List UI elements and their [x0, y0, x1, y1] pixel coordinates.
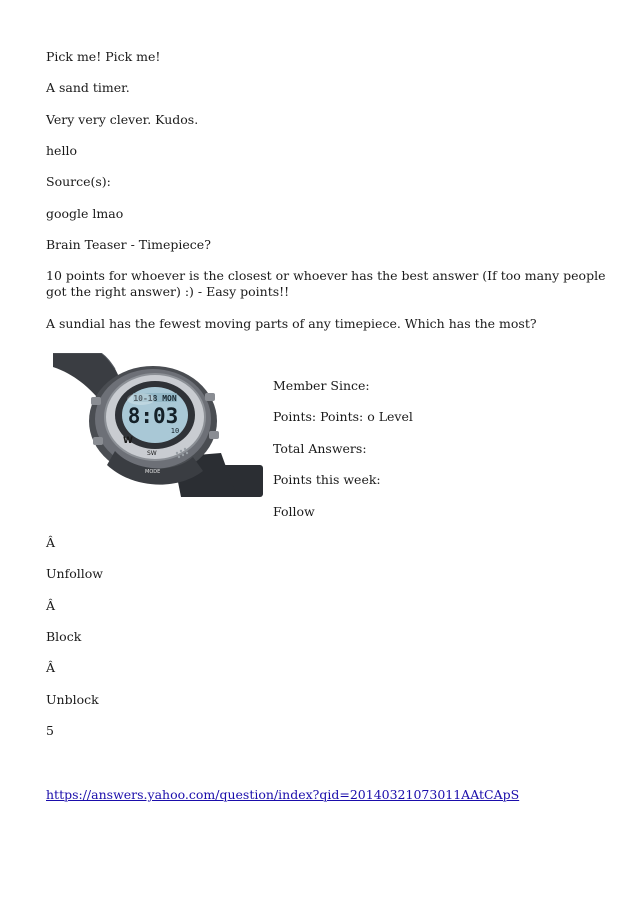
total-answers-label: Total Answers: [273, 441, 367, 456]
answer-text: Very very clever. Kudos. [46, 112, 199, 127]
lcd-sub-text: 10 [170, 427, 180, 435]
answer-text: A sand timer. [46, 80, 130, 95]
mode-label-text: MODE [145, 469, 161, 475]
unblock-button[interactable]: Unblock [46, 692, 99, 707]
source-link[interactable]: https://answers.yahoo.com/question/index?qid=20140321073011AAtCApS [46, 787, 520, 802]
follow-button[interactable]: Follow [273, 504, 315, 519]
source-text: google lmao [46, 206, 124, 221]
lcd-time-text: 8:03 [127, 404, 179, 428]
points-label: Points: Points: o Level [273, 409, 413, 424]
unfollow-button[interactable]: Unfollow [46, 566, 103, 581]
answer-count: 5 [46, 723, 54, 738]
question-body: 10 points for whoever is the closest or whoever has the best answer (If too many people got the right answer) :) - Easy points!! [46, 268, 606, 299]
watch-image [53, 353, 263, 497]
separator-glyph: Â [46, 598, 56, 613]
points-week-label: Points this week: [273, 472, 381, 487]
bezel-w-text: W [123, 436, 133, 446]
question-detail: A sundial has the fewest moving parts of any timepiece. Which has the most? [46, 316, 537, 331]
separator-glyph: Â [46, 535, 56, 550]
block-button[interactable]: Block [46, 629, 82, 644]
source-label: Source(s): [46, 174, 111, 189]
source-link-container [46, 787, 519, 803]
answer-text: hello [46, 143, 77, 158]
member-since-label: Member Since: [273, 378, 370, 393]
lcd-top-text: 10-18 MON [133, 394, 177, 403]
answer-text: Pick me! Pick me! [46, 49, 161, 64]
bezel-sw-text: SW [147, 450, 157, 457]
separator-glyph: Â [46, 660, 56, 675]
question-title: Brain Teaser - Timepiece? [46, 237, 211, 252]
